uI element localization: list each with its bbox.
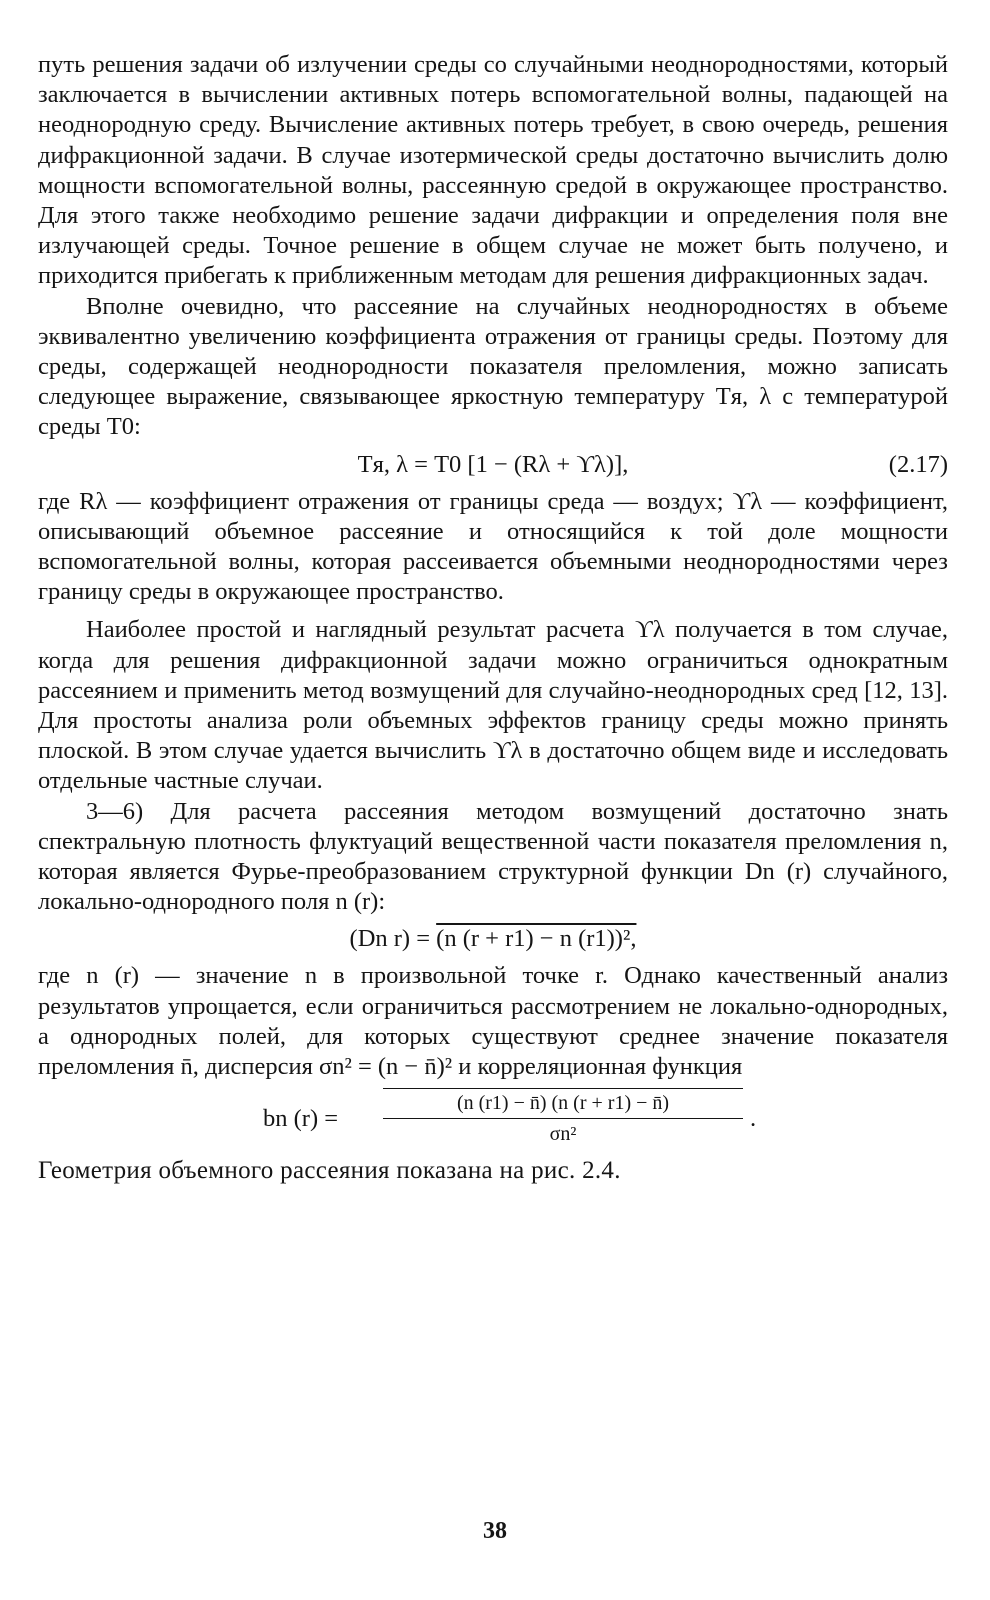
formula-2-17-expression: Tя, λ = T0 [1 − (Rλ + ϒλ)],	[357, 450, 629, 478]
paragraph-3: где Rλ — коэффициент отражения от границы среда — воздух; ϒλ — коэффициент, описывающий объемное рассеяние и относящийся к той доле мощности вспомогательной волны, которая рассеивается объемными неоднородностями через границу среды в окружающее пространство.	[38, 487, 948, 606]
paragraph-2: Вполне очевидно, что рассеяние на случайных неоднородностях в объеме эквивалентно увеличению коэффициента отражения от границы среды. Поэтому для среды, содержащей неоднородности показателя преломления, можно записать следующее выражение, связывающее яркостную температуру Tя, λ с температурой среды T0:	[38, 292, 948, 441]
formula-correlation-function	[38, 1086, 948, 1152]
structure-function-rhs: (n (r + r1) − n (r1))²,	[436, 925, 637, 953]
paragraph-6: где n (r) — значение n в произвольной точке r. Однако качественный анализ результатов упрощается, если ограничиться рассмотрением не локально-однородных, а однородных полей, для которых существуют среднее значение показателя преломления n̄, дисперсия σn² = (n − n̄)² и корреляционная функция	[38, 962, 948, 1081]
formula-2-17-number: (2.17)	[888, 450, 948, 478]
paragraph-4: Наиболее простой и наглядный результат расчета ϒλ получается в том случае, когда для решения дифракционной задачи можно ограничиться однократным рассеянием и применить метод возмущений для случайно-неоднородных сред [12, 13]. Для простоты анализа роли объемных эффектов границу среды можно принять плоской. В этом случае удается вычислить ϒλ в достаточно общем виде и исследовать отдельные частные случаи.	[38, 616, 948, 795]
paragraph-5: 3—6) Для расчета рассеяния методом возмущений достаточно знать спектральную плотность флуктуаций вещественной части показателя преломления n, которая является Фурье-преобразованием структурной функции Dn (r) случайного, локально-однородного поля n (r):	[38, 797, 948, 916]
formula-2-17	[38, 445, 948, 485]
correlation-fraction	[383, 1088, 743, 1147]
paragraph-1: путь решения задачи об излучении среды со случайными неоднородностями, который заключается в вычислении активных потерь вспомогательной волны, падающей на неоднородную среду. Вычисление активных потерь требует, в свою очередь, решения дифракционной задачи. В случае изотермической среды достаточно вычислить долю мощности вспомогательной волны, рассеянную средой в окружающее пространство. Для этого также необходимо решение задачи дифракции и определения поля вне излучающей среды. Точное решение в общем случае не может быть получено, и приходится прибегать к приближенным методам для решения дифракционных задач.	[38, 51, 948, 290]
correlation-numerator: (n (r1) − n̄) (n (r + r1) − n̄)	[383, 1088, 743, 1119]
formula-structure-function	[38, 919, 948, 959]
correlation-denominator: σn²	[549, 1123, 577, 1146]
page-body	[38, 50, 948, 1187]
figure-reference: Геометрия объемного рассеяния показана на рис. 2.4.	[38, 1157, 621, 1185]
correlation-function-lhs: bn (r) =	[263, 1105, 339, 1133]
page-number: 38	[483, 1518, 507, 1544]
correlation-period: .	[750, 1105, 757, 1133]
structure-function-lhs: (Dn r) =	[349, 925, 431, 953]
